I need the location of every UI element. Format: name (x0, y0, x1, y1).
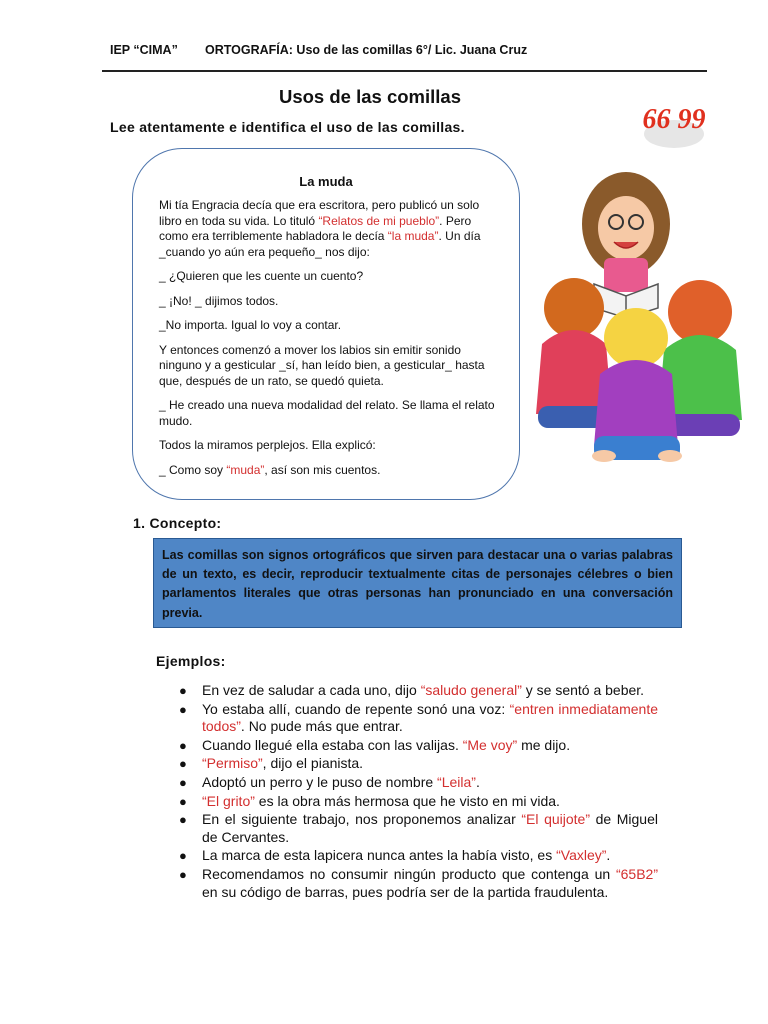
example-item (178, 774, 658, 792)
text-run: _ He creado una nueva modalidad del relato. Se llama el relato mudo. (159, 398, 495, 428)
story-paragraph (159, 463, 501, 479)
text-run: , dijo el pianista. (262, 755, 364, 772)
text-run: y se sentó a beber. (521, 682, 645, 698)
text-run: En el siguiente trabajo, nos proponemos analizar (202, 811, 522, 828)
bullet-icon: ● (179, 866, 187, 882)
text-run: Adoptó un perro y le puso de nombre (202, 773, 438, 790)
example-item (178, 737, 658, 755)
story-paragraph (159, 269, 501, 285)
text-run: En vez de saludar a cada uno, dijo (202, 682, 421, 698)
example-item (178, 755, 658, 773)
story-paragraph (159, 198, 501, 260)
text-run: Yo estaba allí, cuando de repente sonó una voz: (202, 700, 510, 717)
example-item (178, 682, 658, 700)
story-title: La muda (299, 174, 353, 189)
concept-text: Las comillas son signos ortográficos que sirven para destacar una o varias palabras de un texto, es decir, reproducir textualmente citas de personajes célebres o bien parlamentos literales que otras personas han pronunciado en una conversación previa. (162, 548, 673, 620)
header-subject: ORTOGRAFÍA: Uso de las comillas 6°/ Lic. Juana Cruz (205, 43, 528, 57)
story-paragraph (159, 294, 501, 310)
example-item (178, 866, 658, 901)
story-paragraph (159, 318, 501, 334)
text-run: Y entonces comenzó a mover los labios sin emitir sonido ninguno y a gesticular _sí, han leído bien, a gesticular_ hasta que, después de un rato, se quedó quieta. (159, 342, 485, 388)
quoted-text: “saludo general” (420, 682, 522, 698)
text-run: _ Como soy (159, 462, 227, 477)
text-run: _ ¿Quieren que les cuente un cuento? (159, 269, 364, 283)
concept-box (153, 538, 682, 628)
text-run: en su código de barras, pues podría ser de la partida fraudulenta. (202, 883, 609, 900)
text-run: . (475, 773, 480, 790)
example-item (178, 793, 658, 811)
text-run: Cuando llegué ella estaba con las valijas. (202, 736, 463, 753)
text-run: , así son mis cuentos. (264, 462, 381, 477)
text-run: me dijo. (517, 736, 571, 753)
bullet-icon: ● (179, 701, 187, 717)
text-run: Recomendamos no consumir ningún producto que contenga un (202, 865, 616, 882)
bullet-icon: ● (179, 756, 187, 772)
text-run: es la obra más hermosa que he visto en mi vida. (254, 792, 560, 809)
example-item (178, 701, 658, 736)
quoted-text: “El grito” (202, 792, 255, 809)
bullet-icon: ● (179, 774, 187, 790)
quotation-marks-icon (640, 84, 708, 160)
text-run: . No pude más que entrar. (240, 718, 403, 735)
children-reading-illustration (528, 166, 746, 466)
text-run: de Miguel de Cervantes. (202, 811, 658, 845)
bullet-icon: ● (179, 812, 187, 828)
text-run: Todos la miramos perplejos. Ella explicó: (159, 438, 376, 452)
examples-list (178, 682, 658, 902)
quoted-text: “Leila” (437, 773, 476, 790)
text-run: . (606, 847, 611, 864)
example-item (178, 847, 658, 865)
bullet-icon: ● (179, 737, 187, 753)
quotation-marks-glyphs: 66 99 (642, 104, 706, 135)
text-run: Mi tía Engracia decía que era escritora, pero publicó un solo libro en toda su vida. Lo tituló (159, 198, 480, 228)
quoted-text: “muda” (226, 462, 265, 477)
quoted-text: “El quijote” (521, 811, 590, 828)
story-paragraph (159, 398, 501, 429)
text-run: _No importa. Igual lo voy a contar. (159, 318, 342, 332)
text-run: . Pero como era terriblemente habladora le decía (159, 213, 472, 243)
instruction-text: Lee atentamente e identifica el uso de las comillas. (110, 119, 465, 135)
quoted-text: “entren inmediatamente todos” (202, 700, 658, 735)
quoted-text: “Relatos de mi pueblo” (318, 213, 440, 228)
concept-heading: 1. Concepto: (133, 515, 222, 531)
bullet-icon: ● (179, 683, 187, 698)
story-paragraph (159, 438, 501, 454)
text-run: _ ¡No! _ dijimos todos. (159, 293, 279, 308)
quoted-text: “Vaxley” (556, 847, 607, 864)
bullet-icon: ● (179, 848, 187, 864)
quoted-text: “Permiso” (202, 755, 263, 772)
quoted-text: “Me voy” (462, 736, 518, 753)
story-text (159, 198, 501, 487)
header-divider (102, 70, 707, 72)
quoted-text: “65B2” (615, 865, 658, 882)
example-item (178, 811, 658, 846)
quoted-text: “la muda” (387, 229, 439, 243)
page-title: Usos de las comillas (278, 86, 461, 107)
bullet-icon: ● (179, 793, 187, 809)
examples-heading: Ejemplos: (156, 653, 226, 669)
story-paragraph (159, 343, 501, 390)
text-run: . Un día _cuando yo aún era pequeño_ nos dijo: (159, 229, 481, 259)
header-school: IEP “CIMA” (110, 43, 178, 57)
text-run: La marca de esta lapicera nunca antes la había visto, es (202, 847, 557, 864)
